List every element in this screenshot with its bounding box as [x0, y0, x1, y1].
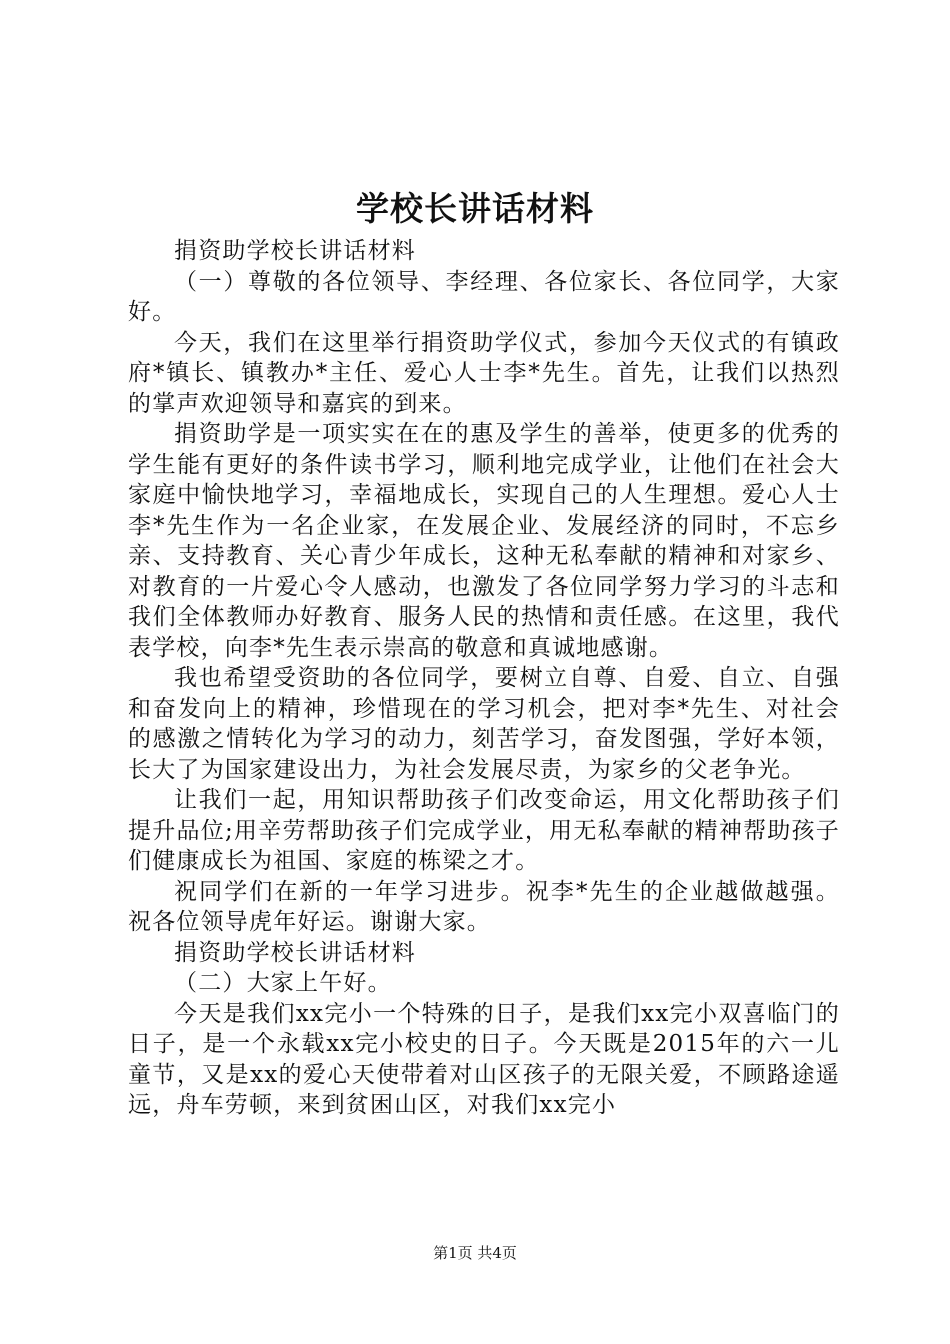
paragraph: 我也希望受资助的各位同学，要树立自尊、自爱、自立、自强和奋发向上的精神，珍惜现在的学习机会，把对李*先生、对社会的感激之情转化为学习的动力，刻苦学习，奋发图强，学好本领，长大了为国家建设出力，为社会发展尽责，为家乡的父老争光。 [128, 665, 840, 783]
paragraph-greeting-1: （一）尊敬的各位领导、李经理、各位家长、各位同学，大家好。 [128, 268, 840, 325]
paragraph-heading-1: 捐资助学校长讲话材料 [174, 238, 416, 264]
document-title: 学校长讲话材料 [356, 189, 594, 228]
paragraph-heading-2: 捐资助学校长讲话材料 [174, 939, 416, 966]
paragraph: 让我们一起，用知识帮助孩子们改变命运，用文化帮助孩子们提升品位;用辛劳帮助孩子们完成学业，用无私奉献的精神帮助孩子们健康成长为祖国、家庭的栋梁之才。 [128, 787, 840, 874]
paragraph-greeting-2: （二）大家上午好。 [174, 970, 392, 996]
paragraph: 今天是我们xx完小一个特殊的日子，是我们xx完小双喜临门的日子，是一个永载xx完小校史的日子。今天既是2015年的六一儿童节，又是xx的爱心天使带着对山区孩子的无限关爱，不顾路途遥远，舟车劳顿，来到贫困山区，对我们xx完小 [128, 1000, 840, 1118]
page-footer: 第1页 共4页 [433, 1244, 517, 1262]
paragraph: 今天，我们在这里举行捐资助学仪式，参加今天仪式的有镇政府*镇长、镇教办*主任、爱心人士李*先生。首先，让我们以热烈的掌声欢迎领导和嘉宾的到来。 [128, 329, 840, 417]
document-body [128, 236, 840, 1121]
paragraph: 捐资助学是一项实实在在的惠及学生的善举，使更多的优秀的学生能有更好的条件读书学习，顺利地完成学业，让他们在社会大家庭中愉快地学习，幸福地成长，实现自己的人生理想。爱心人士李*先生作为一名企业家，在发展企业、发展经济的同时，不忘乡亲、支持教育、关心青少年成长，这种无私奉献的精神和对家乡、对教育的一片爱心令人感动，也激发了各位同学努力学习的斗志和我们全体教师办好教育、服务人民的热情和责任感。在这里，我代表学校，向李*先生表示崇高的敬意和真诚地感谢。 [128, 421, 840, 661]
paragraph: 祝同学们在新的一年学习进步。祝李*先生的企业越做越强。祝各位领导虎年好运。谢谢大家。 [128, 878, 840, 935]
